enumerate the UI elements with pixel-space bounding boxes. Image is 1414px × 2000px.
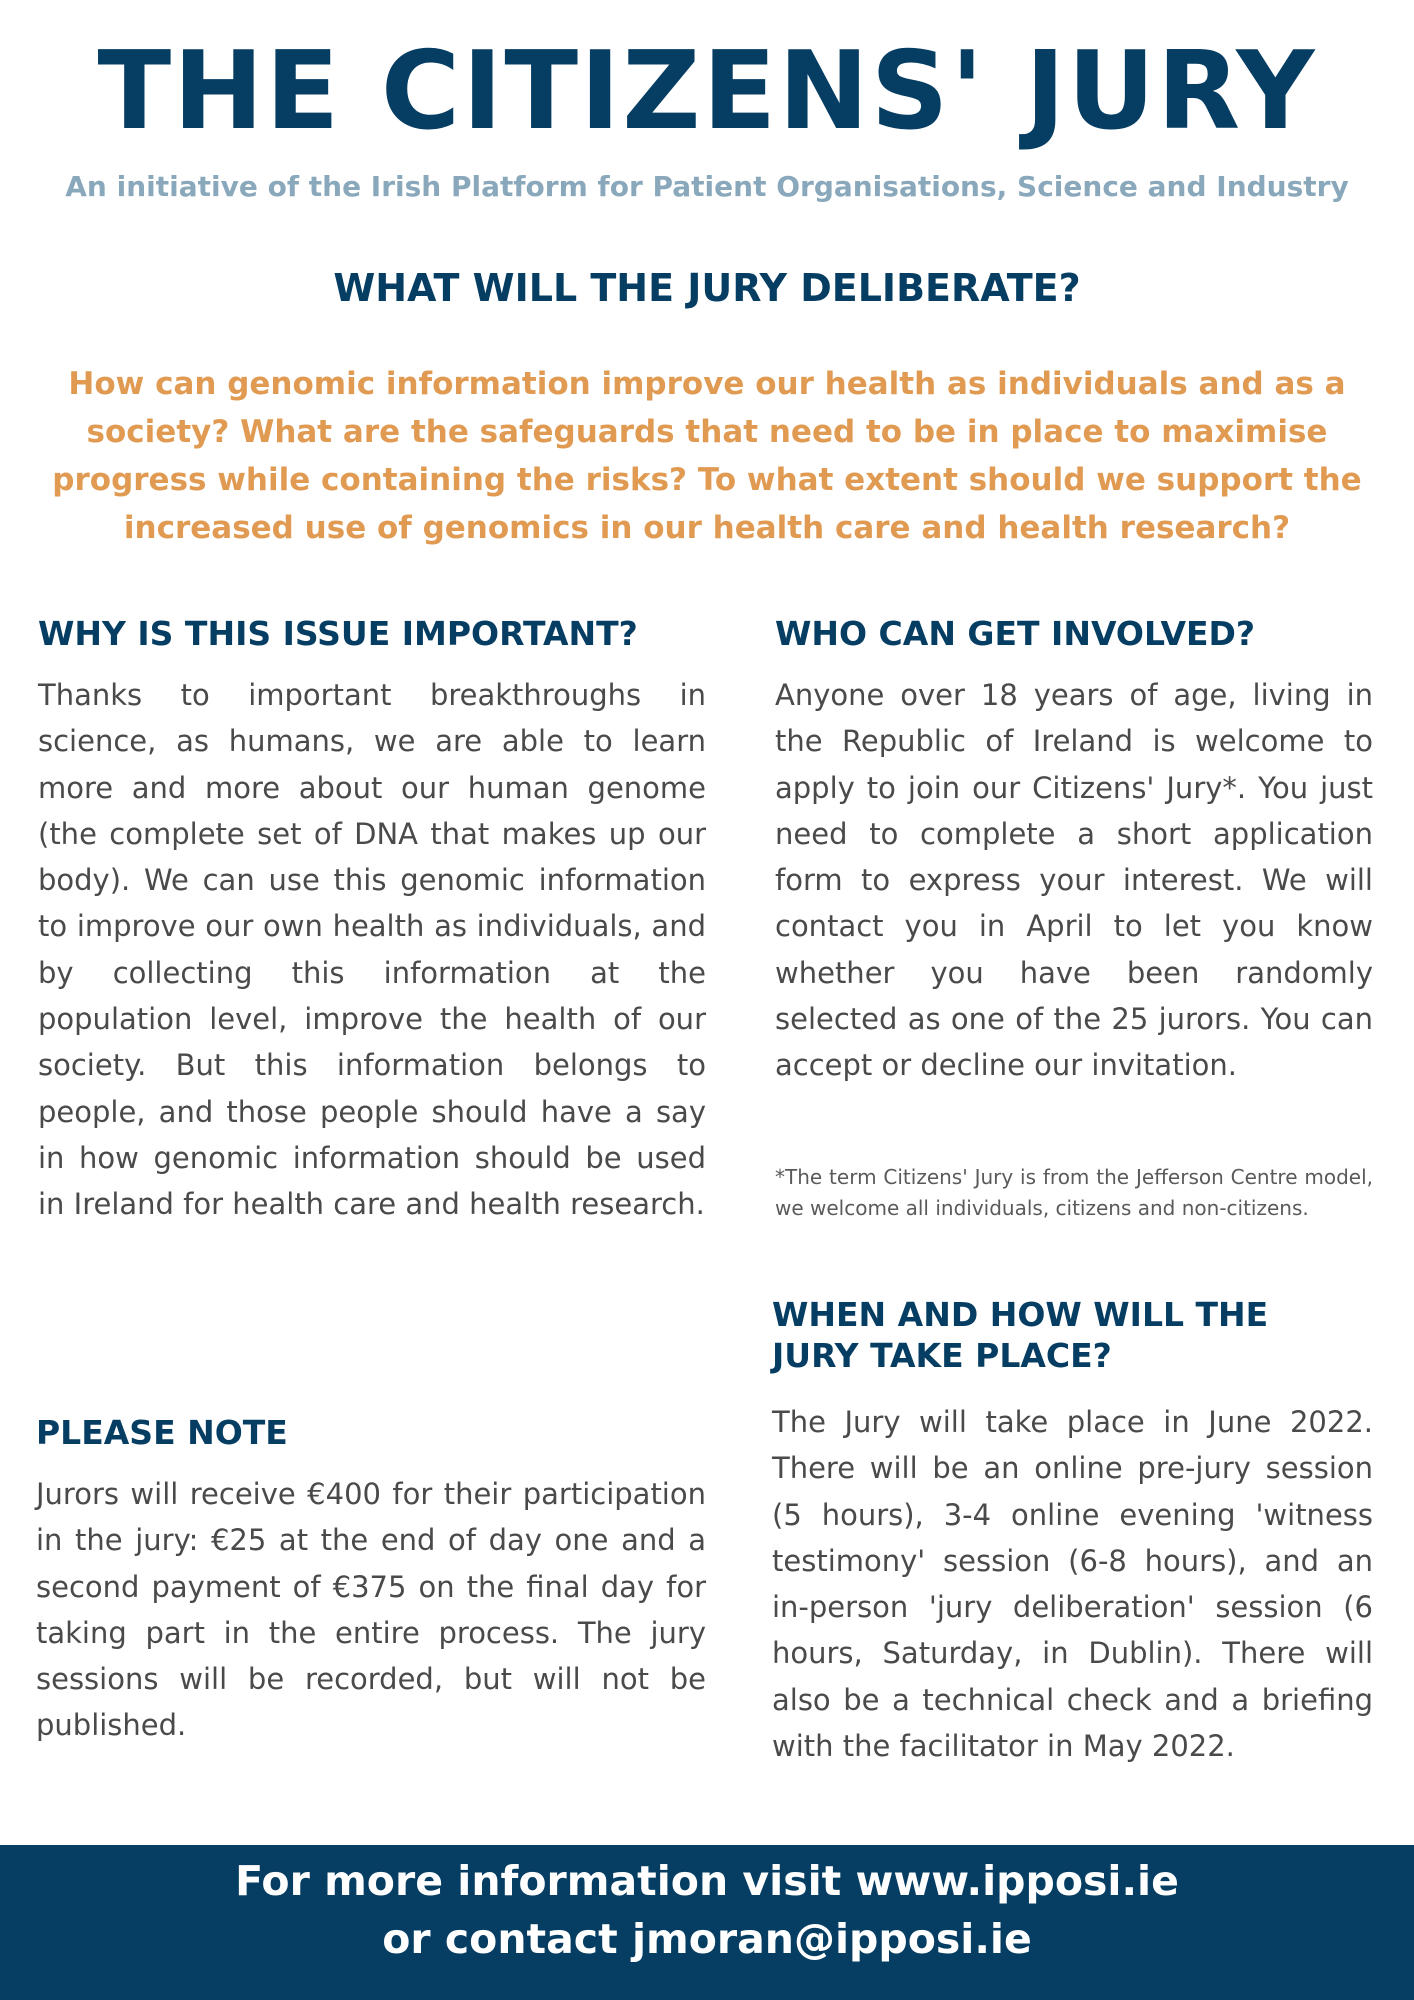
footer-contact-line[interactable]: or contact jmoran@ipposi.ie — [382, 1915, 1032, 1963]
note-body: Jurors will receive €400 for their participation in the jury: €25 at the end of day one and a second payment of €375 on the final day for taking part in the entire process. The jury sessions will be recorded, but will not be published. — [36, 1477, 706, 1743]
when-heading-line2: JURY TAKE PLACE? — [772, 1336, 1112, 1375]
when-heading-line1: WHEN AND HOW WILL THE — [772, 1295, 1269, 1334]
when-body: The Jury will take place in June 2022. There will be an online pre-jury session (5 hours), 3-4 online evening 'witness testimony' session (6-8 hours), and an in-person 'jury deliberation' session (6 hours, Saturday, in Dublin). There will also be a technical check and a briefing with the facilitator in May 2022. — [772, 1405, 1373, 1764]
who-body: Anyone over 18 years of age, living in the Republic of Ireland is welcome to apply to join our Citizens' Jury*. You just need to complete a short application form to express your interest. We will contact you in April to let you know whether you have been randomly selected as one of the 25 jurors. You can accept or decline our invitation. — [775, 678, 1373, 1083]
footer-website-line[interactable]: For more information visit www.ipposi.ie — [235, 1857, 1179, 1905]
who-heading: WHO CAN GET INVOLVED? — [775, 614, 1256, 653]
footer-banner — [0, 1845, 1414, 2000]
deliberate-question: How can genomic information improve our health as individuals and as a society? What are the safeguards that need to be in place to maximise progress while containing the risks? To what extent should we support the increased use of genomics in our health care and health research? — [52, 366, 1362, 546]
page-subtitle: An initiative of the Irish Platform for Patient Organisations, Science and Industry — [65, 170, 1349, 203]
why-body: Thanks to important breakthroughs in science, as humans, we are able to learn more and more about our human genome (the complete set of DNA that makes up our body). We can use this genomic information to improve our own health as individuals, and by collecting this information at the population level, improve the health of our society. But this information belongs to people, and those people should have a say in how genomic information should be used in Ireland for health care and health research. — [38, 678, 706, 1222]
why-heading: WHY IS THIS ISSUE IMPORTANT? — [38, 614, 638, 653]
deliberate-heading: WHAT WILL THE JURY DELIBERATE? — [333, 266, 1081, 310]
note-heading: PLEASE NOTE — [36, 1413, 288, 1452]
who-footnote: *The term Citizens' Jury is from the Jefferson Centre model, we welcome all individuals, citizens and non-citizens. — [775, 1165, 1373, 1220]
page-title: THE CITIZENS' JURY — [97, 29, 1317, 154]
